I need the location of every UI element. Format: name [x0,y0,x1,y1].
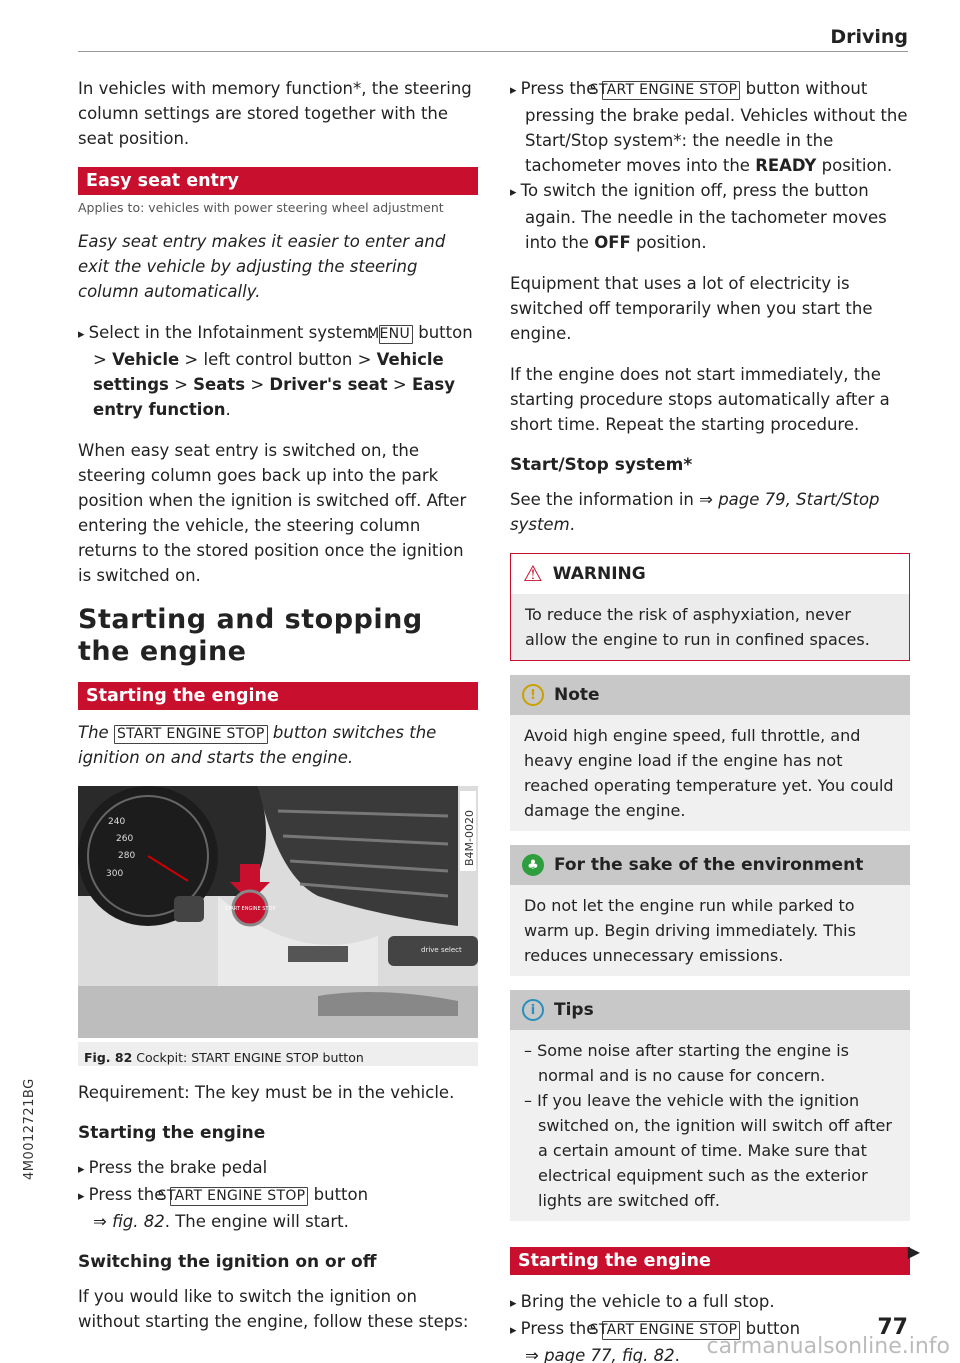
sub-starting: Starting the engine [78,1123,266,1143]
tip-item: – If you leave the vehicle with the ignition switched on, the ignition will switch off after a certain amount of time. Make sure that electrical equipment such as the exterior lights are switched off. [524,1091,892,1210]
warning-title: WARNING [552,563,646,584]
note-box [510,675,910,831]
start-stop-key: START ENGINE STOP [170,1187,309,1206]
warning-icon: ⚠ [523,561,543,587]
step-ignition-off: ▸ To switch the ignition off, press the button again. The needle in the tachometer moves into the OFF position. [510,178,910,255]
right-column [510,76,910,1363]
continue-arrow-icon: ▶ [907,1242,920,1261]
warning-box [510,553,910,661]
svg-text:280: 280 [118,851,136,861]
environment-title: For the sake of the environment [554,854,864,875]
menu-key: MENU [379,325,413,344]
cockpit-figure [78,786,478,1038]
retry-note: If the engine does not start immediately, the starting procedure stops automatically after a short time. Repeat the starting procedure. [510,365,890,434]
stop-step-1: ▸ Bring the vehicle to a full stop. [510,1289,910,1316]
page-number: 77 [877,1315,908,1340]
chapter-title: Starting and stopping the engine [78,604,423,667]
tips-title: Tips [554,999,594,1020]
start-stop-key: START ENGINE STOP [602,81,741,100]
warning-body: To reduce the risk of asphyxiation, never allow the engine to run in confined spaces. [511,594,909,660]
svg-text:260: 260 [116,834,134,844]
leaf-icon: ♣ [522,854,544,876]
watermark: carmanualsonline.info [706,1334,950,1359]
exclamation-icon: ! [522,684,544,706]
info-icon: i [522,999,544,1021]
note-title: Note [554,684,600,705]
requirement: Requirement: The key must be in the vehicle. [78,1083,455,1102]
stop-heading: Starting the engine [510,1247,910,1275]
svg-text:300: 300 [106,869,124,879]
electricity-note: Equipment that uses a lot of electricity is switched off temporarily when you start the engine. [510,274,873,343]
header-rule [78,51,908,52]
stop-step-2: ▸ Press the START ENGINE STOP button ⇒ page 77, fig. 82. [510,1316,910,1363]
easy-entry-lead: Easy seat entry makes it easier to enter and exit the vehicle by adjusting the steering column automatically. [78,232,446,301]
step-ignition-on: ▸ Press the START ENGINE STOP button without pressing the brake pedal. Vehicles without the Start/Stop system*: the needle in the tachometer moves into the READY position. [510,76,910,178]
ignition-body: If you would like to switch the ignition on without starting the engine, follow these steps: [78,1287,469,1331]
start-stop-title: Start/Stop system* [510,455,693,475]
svg-text:240: 240 [108,817,126,827]
sub-ignition: Switching the ignition on or off [78,1252,377,1272]
starting-heading: Starting the engine [78,682,478,710]
figure-caption: Fig. 82 Cockpit: START ENGINE STOP button [78,1042,478,1066]
left-column [78,76,478,1350]
start-stop-ref: See the information in ⇒ page 79, Start/Stop system. [510,490,880,534]
document-code: 4M0012721BG [22,1078,37,1180]
environment-body: Do not let the engine run while parked to warm up. Begin driving immediately. This reduces unnecessary emissions. [510,885,910,976]
page-fig-ref-link[interactable]: page 77, fig. 82 [544,1346,675,1363]
start-stop-key: START ENGINE STOP [114,725,268,744]
applies-note: Applies to: vehicles with power steering wheel adjustment [78,200,444,215]
easy-entry-step: ▸ Select in the Infotainment system: MENU button > Vehicle > left control button > Vehicle settings > Seats > Driver's seat > Easy entry function. [78,320,478,422]
svg-text:drive select: drive select [421,946,462,954]
page-ref-link[interactable]: page 79, Start/Stop system [510,490,880,534]
start-stop-key: START ENGINE STOP [602,1321,741,1340]
step-press-start: ▸ Press the START ENGINE STOP button ⇒ fig. 82. The engine will start. [78,1182,478,1234]
easy-entry-heading: Easy seat entry [78,167,478,195]
tips-box [510,990,910,1221]
environment-box [510,845,910,976]
fig-ref-link[interactable]: fig. 82 [112,1212,165,1231]
svg-text:START ENGINE STOP: START ENGINE STOP [224,906,276,912]
tip-item: – Some noise after starting the engine is normal and is no cause for concern. [524,1041,850,1085]
step-brake: ▸ Press the brake pedal [78,1155,478,1182]
starting-lead: The START ENGINE STOP button switches the ignition on and starts the engine. [78,723,437,767]
memory-intro: In vehicles with memory function*, the steering column settings are stored together with the seat position. [78,79,472,148]
figure-code: B4M-0020 [463,810,476,866]
note-body: Avoid high engine speed, full throttle, and heavy engine load if the engine has not reached operating temperature yet. You could damage the engine. [510,715,910,831]
section-header: Driving [830,26,908,48]
easy-entry-body: When easy seat entry is switched on, the steering column goes back up into the park position when the ignition is switched off. After entering the vehicle, the steering column returns to the stored position once the ignition is switched on. [78,441,467,585]
